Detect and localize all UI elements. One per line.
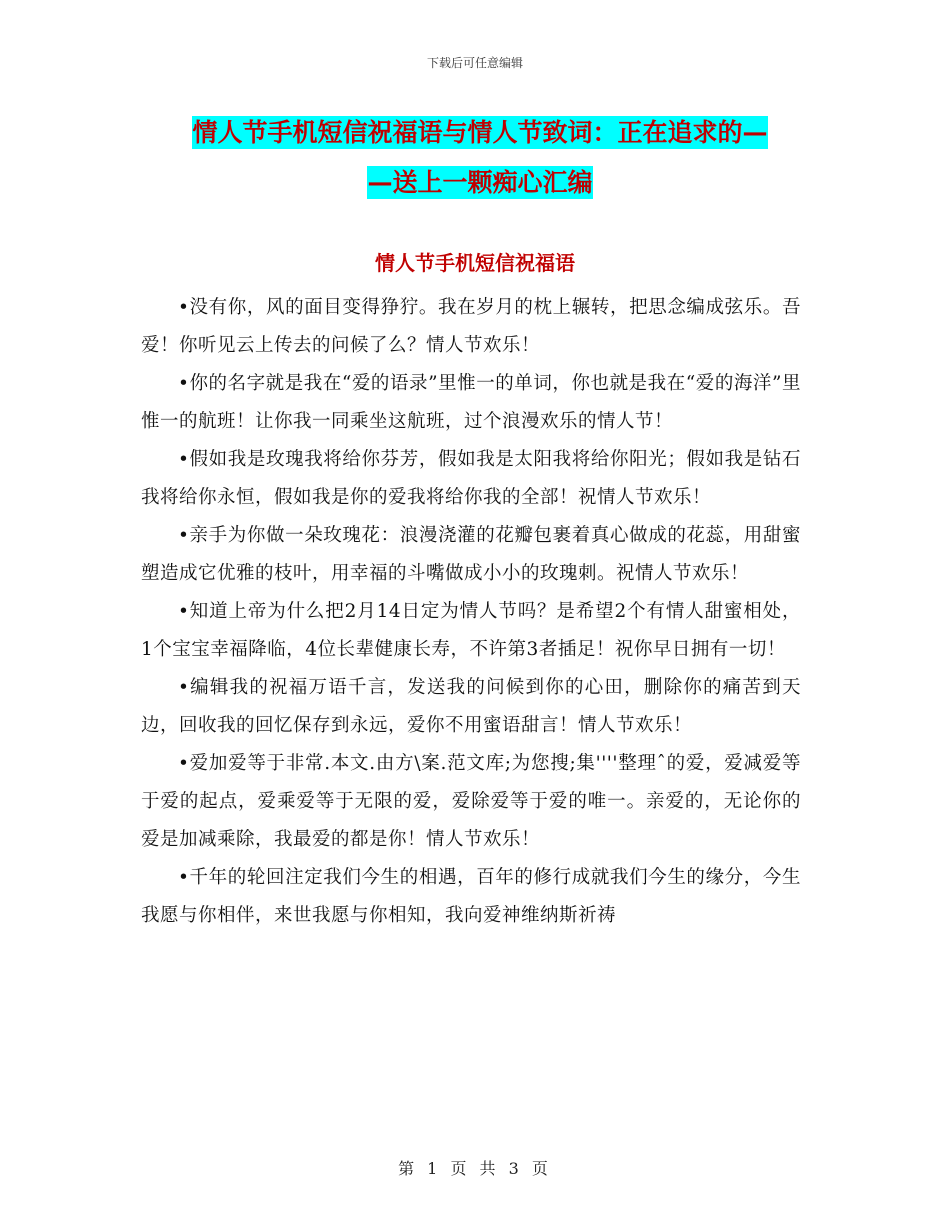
paragraph: •知道上帝为什么把2月14日定为情人节吗？是希望2个有情人甜蜜相处，1个宝宝幸福降临，4位长辈健康长寿，不许第3者插足！祝你早日拥有一切！ — [141, 601, 801, 660]
document-title-line-2: —送上一颗痴心汇编 — [367, 168, 593, 197]
paragraph: •千年的轮回注定我们今生的相遇，百年的修行成就我们今生的缘分，今生我愿与你相伴，来世我愿与你相知，我向爱神维纳斯祈祷 — [141, 867, 801, 926]
document-title — [140, 108, 820, 208]
paragraph: •没有你，风的面目变得狰狞。我在岁月的枕上辗转，把思念编成弦乐。吾爱！你听见云上传去的问候了么？情人节欢乐！ — [141, 297, 801, 356]
paragraph: •假如我是玫瑰我将给你芬芳，假如我是太阳我将给你阳光；假如我是钻石我将给你永恒，假如我是你的爱我将给你我的全部！祝情人节欢乐！ — [141, 449, 801, 508]
document-title-line-1: 情人节手机短信祝福语与情人节致词：正在追求的— — [192, 118, 768, 147]
paragraph: •你的名字就是我在“爱的语录”里惟一的单词，你也就是我在“爱的海洋”里惟一的航班！让你我一同乘坐这航班，过个浪漫欢乐的情人节！ — [141, 373, 801, 432]
paragraph: •爱加爱等于非常.本文.由方\案.范文库;为您搜;集''''整理ˆ的爱，爱减爱等于爱的起点，爱乘爱等于无限的爱，爱除爱等于爱的唯一。亲爱的，无论你的爱是加减乘除，我最爱的都是你！情人节欢乐！ — [141, 753, 801, 850]
paragraph: •编辑我的祝福万语千言，发送我的问候到你的心田，删除你的痛苦到天边，回收我的回忆保存到永远，爱你不用蜜语甜言！情人节欢乐！ — [141, 677, 801, 736]
header-note: 下载后可任意编辑 — [426, 56, 523, 70]
section-title: 情人节手机短信祝福语 — [375, 251, 575, 275]
paragraph: •亲手为你做一朵玫瑰花：浪漫浇灌的花瓣包裹着真心做成的花蕊，用甜蜜塑造成它优雅的枝叶，用幸福的斗嘴做成小小的玫瑰刺。祝情人节欢乐！ — [141, 525, 801, 584]
page-number-footer: 第 1 页 共 3 页 — [398, 1159, 552, 1178]
document-body — [141, 289, 801, 935]
